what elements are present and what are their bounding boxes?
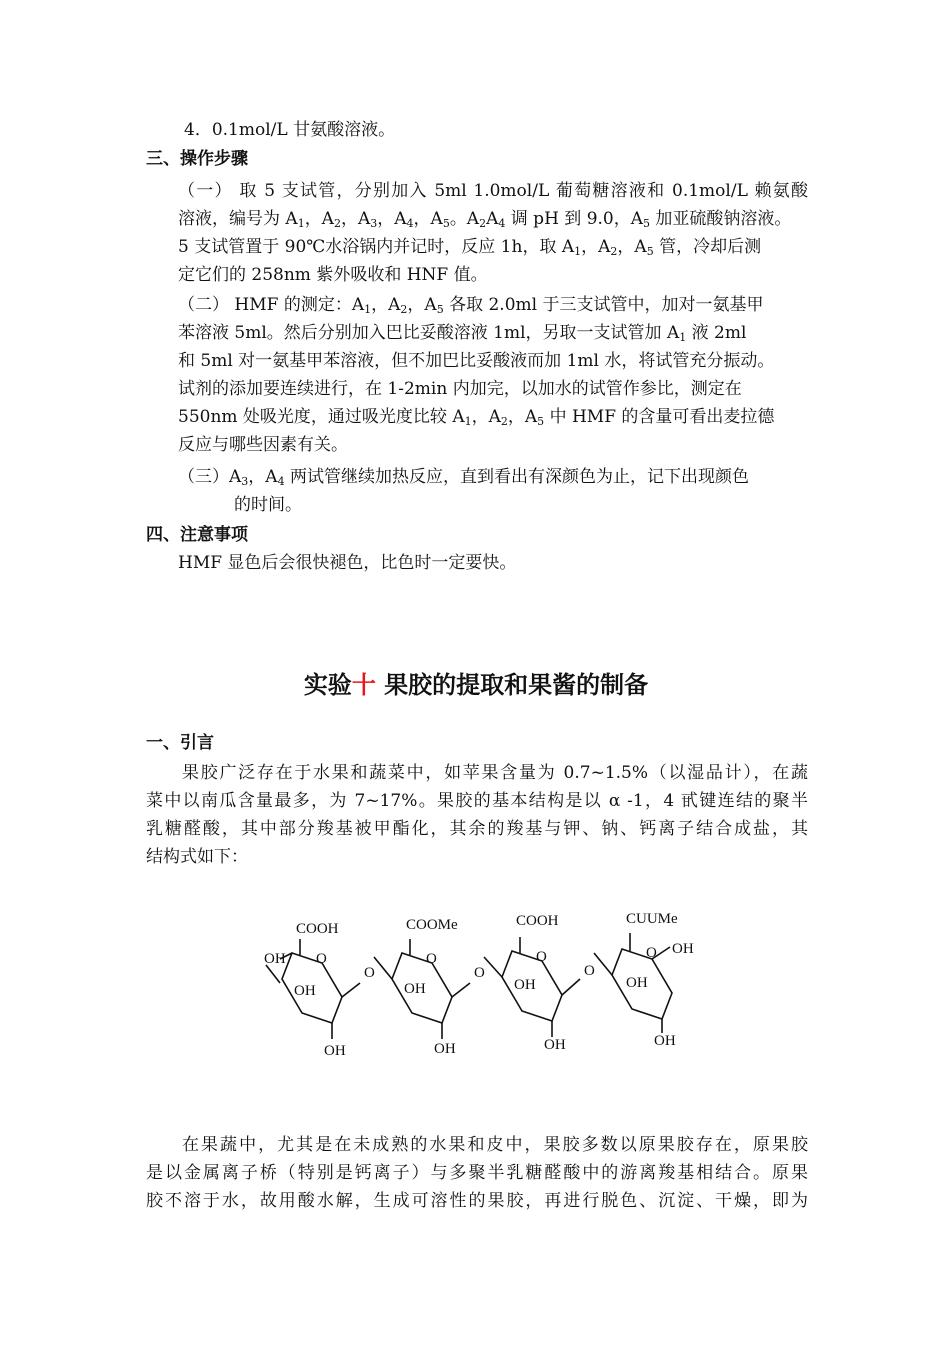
- step-2-line-5: 550nm 处吸光度，通过吸光度比较 $A_1$，$A_2$，$A_5$ 中 HMF 的含量可看出麦拉德: [178, 407, 775, 428]
- coome-label-2: CUUMe: [626, 911, 678, 927]
- section-3-heading: 三、操作步骤: [146, 149, 248, 169]
- oh-bottom-2: OH: [434, 1041, 456, 1057]
- cooh-label-1: COOH: [296, 921, 339, 937]
- ring-o-2: O: [426, 951, 437, 967]
- step-2-line-4: 试剂的添加要连续进行，在 1-2min 内加完，以加水的试管作参比，测定在: [178, 379, 742, 399]
- step-2-line-6: 反应与哪些因素有关。: [178, 435, 348, 455]
- oh-bottom-4: OH: [654, 1033, 676, 1049]
- pectin-structure-diagram: [240, 905, 710, 1065]
- step-1-line-1: （一） 取 5 支试管，分别加入 5ml 1.0mol/L 葡萄糖溶液和 0.1mol/L 赖氨酸: [178, 181, 808, 201]
- experiment-number: 十: [351, 670, 376, 699]
- intro-line-2: 菜中以南瓜含量最多，为 7~17%。果胶的基本结构是以 α -1，4 甙键连结的聚半: [146, 791, 808, 811]
- oh-ring-2: OH: [404, 981, 426, 997]
- oh-ring-1: OH: [294, 983, 316, 999]
- glyco-o-3: O: [584, 963, 595, 979]
- step-3-line-2: 的时间。: [234, 495, 302, 515]
- intro-heading: 一、引言: [146, 733, 214, 753]
- intro-line-4: 结构式如下：: [146, 847, 248, 867]
- closing-line-1: 在果蔬中，尤其是在未成熟的水果和皮中，果胶多数以原果胶存在，原果胶: [182, 1135, 808, 1155]
- section-4-heading: 四、注意事项: [146, 525, 248, 545]
- oh-label-top: OH: [264, 951, 286, 967]
- coome-label-1: COOMe: [406, 917, 458, 933]
- intro-line-1: 果胶广泛存在于水果和蔬菜中，如苹果含量为 0.7~1.5%（以湿品计），在蔬: [182, 763, 808, 783]
- oh-ring-3: OH: [514, 977, 536, 993]
- step-3-line-1: （三）$A_3$，$A_4$ 两试管继续加热反应，直到看出有深颜色为止，记下出现颜色: [178, 467, 749, 488]
- experiment-title: 实验十 果胶的提取和果酱的制备: [303, 670, 649, 699]
- ring-o-1: O: [316, 951, 327, 967]
- cooh-label-2: COOH: [516, 913, 559, 929]
- ring-o-4: O: [646, 945, 657, 961]
- step-2-line-2: 苯溶液 5ml。然后分别加入巴比妥酸溶液 1ml，另取一支试管加 $A_1$ 液 2ml: [178, 323, 747, 344]
- intro-line-3: 乳糖醛酸，其中部分羧基被甲酯化，其余的羧基与钾、钠、钙离子结合成盐，其: [146, 819, 808, 839]
- notes-text: HMF 显色后会很快褪色，比色时一定要快。: [178, 553, 517, 573]
- oh-bottom-1: OH: [324, 1043, 346, 1059]
- oh-bottom-3: OH: [544, 1037, 566, 1053]
- step-1-line-3: 5 支试管置于 90℃水浴锅内并记时，反应 1h，取 $A_1$，$A_2$，$A_5$ 管，冷却后测: [178, 237, 762, 258]
- step-2-line-3: 和 5ml 对一氨基甲苯溶液，但不加巴比妥酸液而加 1ml 水，将试管充分振动。: [178, 351, 775, 371]
- closing-line-2: 是以金属离子桥（特别是钙离子）与多聚半乳糖醛酸中的游离羧基相结合。原果: [146, 1163, 808, 1183]
- oh-ring-4: OH: [626, 975, 648, 991]
- step-1-line-2: 溶液，编号为 $A_1$，$A_2$，$A_3$，$A_4$，$A_5$。$A_2A_4$ 调 pH 到 9.0，$A_5$ 加亚硫酸钠溶液。: [178, 209, 792, 230]
- reagent-item-4: 4．0.1mol/L 甘氨酸溶液。: [184, 120, 396, 140]
- closing-line-3: 胶不溶于水，故用酸水解，生成可溶性的果胶，再进行脱色、沉淀、干燥，即为: [146, 1191, 808, 1211]
- step-2-line-1: （二） HMF 的测定：$A_1$，$A_2$，$A_5$ 各取 2.0ml 于三支试管中，加对一氨基甲: [178, 295, 764, 316]
- ring-o-3: O: [536, 949, 547, 965]
- glyco-o-1: O: [364, 965, 375, 981]
- glyco-o-2: O: [474, 965, 485, 981]
- step-1-line-4: 定它们的 258nm 紫外吸收和 HNF 值。: [178, 265, 488, 285]
- oh-label-end: OH: [672, 941, 694, 957]
